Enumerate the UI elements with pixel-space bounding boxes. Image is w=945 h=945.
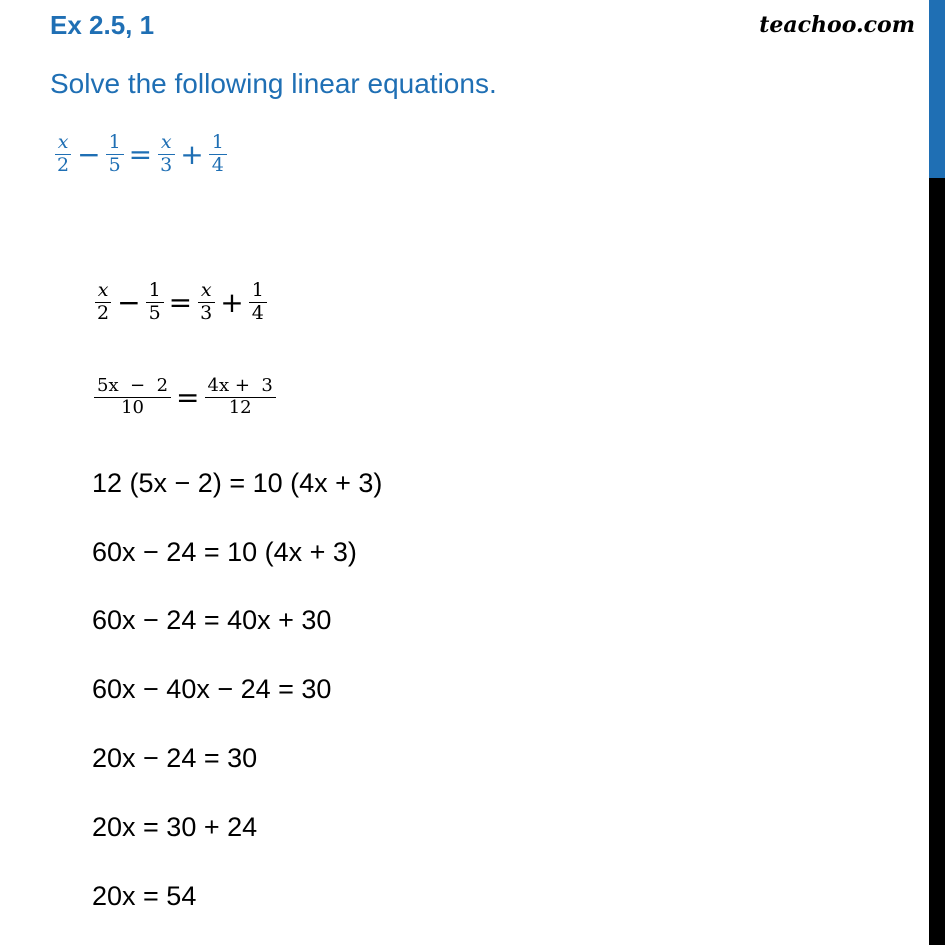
fraction [54,132,72,177]
denominator: 2 [57,153,70,176]
minus-operator: − [117,285,141,319]
scrollbar-thumb[interactable] [929,0,945,178]
denominator: 2 [97,301,110,324]
numerator: x [198,280,215,303]
fraction [249,280,267,325]
fraction [205,376,276,418]
fraction [94,280,112,325]
exercise-title: Ex 2.5, 1 [50,10,155,40]
numerator: x [95,280,112,303]
numerator: 1 [106,132,124,155]
solution-equation-1 [92,280,269,325]
denominator: 5 [108,153,121,176]
vertical-scrollbar[interactable] [929,0,945,945]
fraction [157,132,175,177]
numerator: 1 [249,280,267,303]
question-equation [52,132,229,177]
plus-operator: + [220,285,244,319]
solution-step: 20x = 30 + 24 [92,812,258,842]
fraction [106,132,124,177]
solution-step: 60x − 40x − 24 = 30 [92,674,332,704]
fraction [146,280,164,325]
solution-step: 12 (5x − 2) = 10 (4x + 3) [92,468,383,498]
denominator: 10 [121,396,144,418]
solution-step: 20x = 54 [92,881,197,911]
numerator: 4x + 3 [205,376,276,398]
fraction [197,280,215,325]
numerator: x [55,132,72,155]
numerator: 5x − 2 [94,376,171,398]
minus-operator: − [77,137,101,171]
numerator: 1 [209,132,227,155]
equals-operator: = [168,285,193,319]
fraction [209,132,227,177]
denominator: 3 [200,301,213,324]
solution-equation-2 [92,376,278,418]
instruction-text: Solve the following linear equations. [50,68,497,99]
denominator: 4 [211,153,224,176]
solution-step: 20x − 24 = 30 [92,743,258,773]
denominator: 3 [160,153,173,176]
denominator: 12 [228,396,252,418]
equals-operator: = [176,380,200,414]
numerator: 1 [146,280,164,303]
brand-logo: teachoo.com [759,12,915,38]
fraction [94,376,171,418]
solution-step: 60x − 24 = 40x + 30 [92,605,332,635]
numerator: x [158,132,175,155]
denominator: 5 [148,301,161,324]
solution-step: 60x − 24 = 10 (4x + 3) [92,537,357,567]
denominator: 4 [251,301,264,324]
plus-operator: + [180,137,204,171]
equals-operator: = [128,137,153,171]
